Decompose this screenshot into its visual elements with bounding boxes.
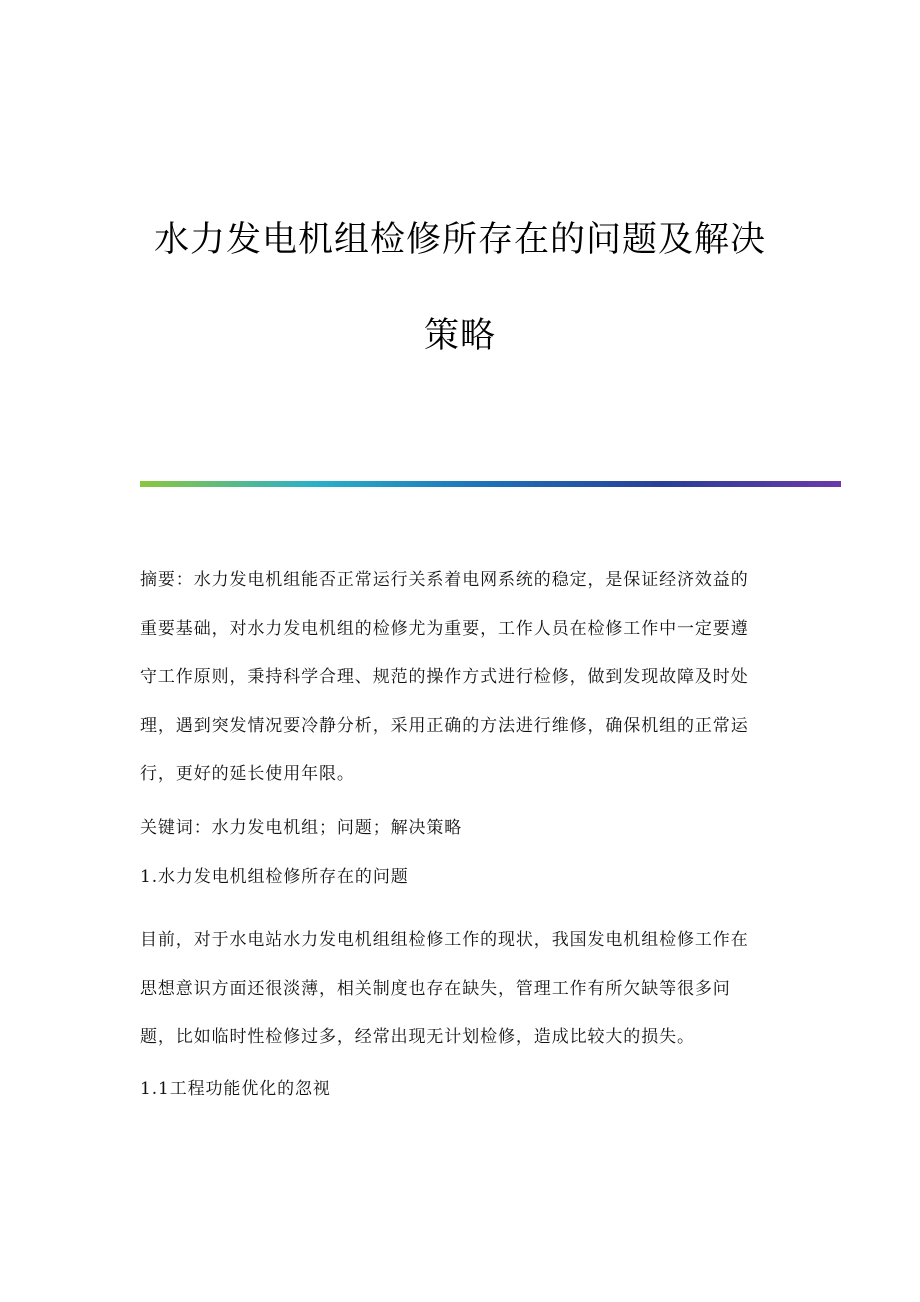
gradient-divider (140, 481, 841, 487)
keywords-line (140, 804, 780, 853)
section-heading-1 (140, 853, 780, 902)
abstract-line: 理，遇到突发情况要冷静分析，采用正确的方法进行维修，确保机组的正常运 (140, 715, 749, 736)
document-title-line-2: 策略 (423, 316, 496, 356)
section-heading-1-1 (140, 1065, 780, 1114)
abstract-line: 摘要：水力发电机组能否正常运行关系着电网系统的稳定，是保证经济效益的 (140, 570, 749, 590)
section-1-line: 目前，对于水电站水力发电机组组检修工作的现状，我国发电机组检修工作在 (140, 930, 749, 950)
abstract-line: 守工作原则，秉持科学合理、规范的操作方式进行检修，做到发现故障及时处 (140, 667, 749, 687)
section-1-line: 题，比如临时性检修过多，经常出现无计划检修，造成比较大的损失。 (140, 1027, 695, 1047)
section-1-line: 思想意识方面还很淡薄，相关制度也存在缺失，管理工作有所欠缺等很多问 (140, 978, 731, 999)
section-heading-1-text: 1.水力发电机组检修所存在的问题 (140, 867, 409, 887)
abstract-paragraph (140, 556, 780, 799)
keywords-text: 关键词：水力发电机组；问题；解决策略 (140, 818, 463, 838)
document-title-line-1: 水力发电机组检修所存在的问题及解决 (153, 220, 766, 260)
section-heading-1-1-text: 1.1工程功能优化的忽视 (140, 1079, 331, 1099)
section-1-paragraph (140, 916, 780, 1062)
abstract-line: 行，更好的延长使用年限。 (140, 764, 355, 784)
abstract-line: 重要基础，对水力发电机组的检修尤为重要，工作人员在检修工作中一定要遵 (140, 618, 749, 639)
